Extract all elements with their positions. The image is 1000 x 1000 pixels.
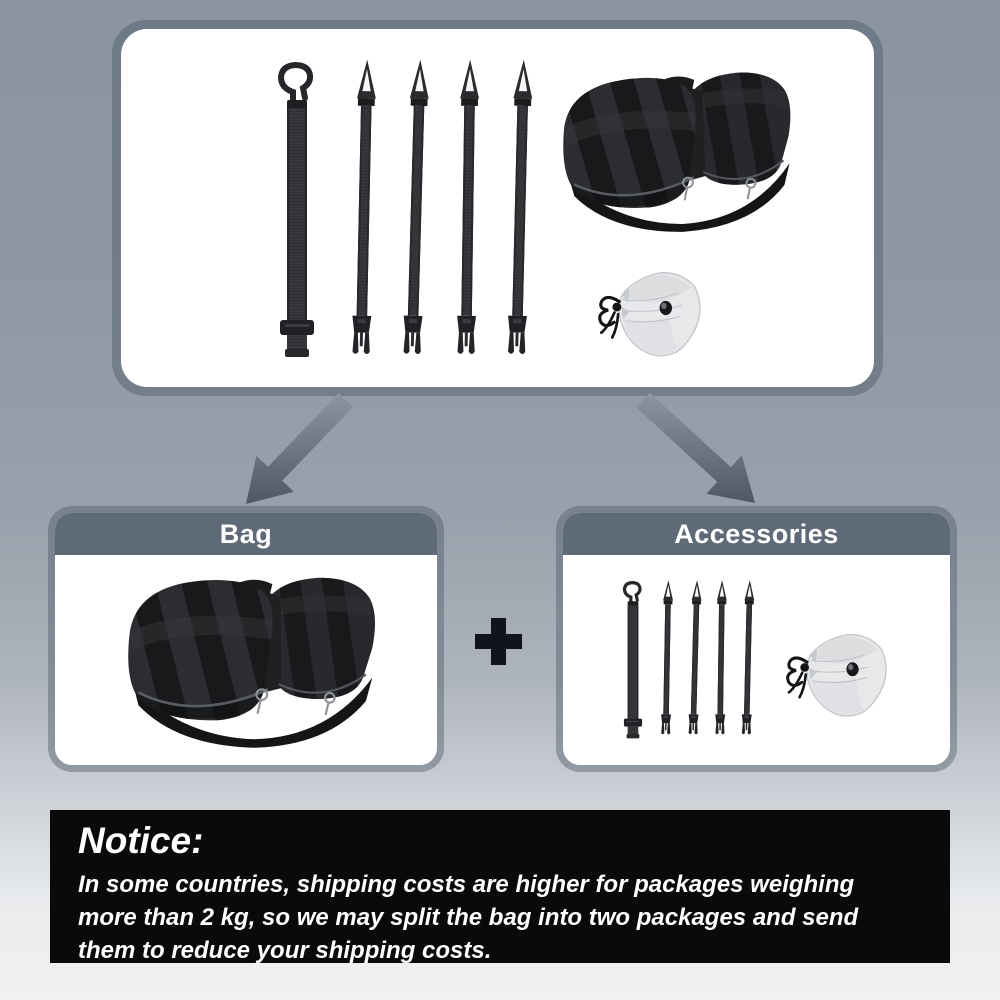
accessories-panel bbox=[556, 506, 957, 772]
buckle-strap-icon bbox=[445, 55, 491, 374]
saddle-bag-icon bbox=[538, 58, 812, 239]
bag-panel-title: Bag bbox=[219, 518, 273, 549]
accessories-panel-body bbox=[563, 513, 950, 765]
hook-strap-icon bbox=[267, 59, 327, 365]
accessories-panel-title: Accessories bbox=[674, 518, 839, 549]
accessories-panel-header bbox=[563, 513, 950, 555]
buckle-strap-icon bbox=[391, 54, 442, 373]
arrow-down-right-icon bbox=[628, 392, 768, 514]
hook-strap-icon bbox=[617, 579, 649, 743]
drawstring-pouch-icon bbox=[775, 619, 904, 723]
buckle-strap-icon bbox=[495, 55, 545, 374]
drawstring-pouch-icon bbox=[586, 256, 719, 365]
bag-panel bbox=[48, 506, 444, 772]
notice-body: In some countries, shipping costs are higher for packages weighing more than 2 kg, so we may split the bag into two packages and send them to reduce your shipping costs. bbox=[78, 871, 859, 964]
saddle-bag-icon bbox=[103, 565, 395, 751]
buckle-strap-icon bbox=[735, 577, 761, 745]
notice-box bbox=[50, 810, 950, 963]
buckle-strap-icon bbox=[709, 577, 733, 745]
kit-panel bbox=[112, 20, 883, 396]
arrow-down-left-icon bbox=[228, 392, 358, 517]
plus-icon bbox=[475, 618, 522, 665]
notice-title: Notice: bbox=[78, 820, 204, 861]
buckle-strap-icon bbox=[682, 577, 708, 746]
kit-panel-body bbox=[121, 29, 874, 387]
bag-panel-body bbox=[55, 513, 437, 765]
bag-panel-header bbox=[55, 513, 437, 555]
buckle-strap-icon bbox=[340, 55, 389, 374]
buckle-strap-icon bbox=[655, 577, 680, 745]
